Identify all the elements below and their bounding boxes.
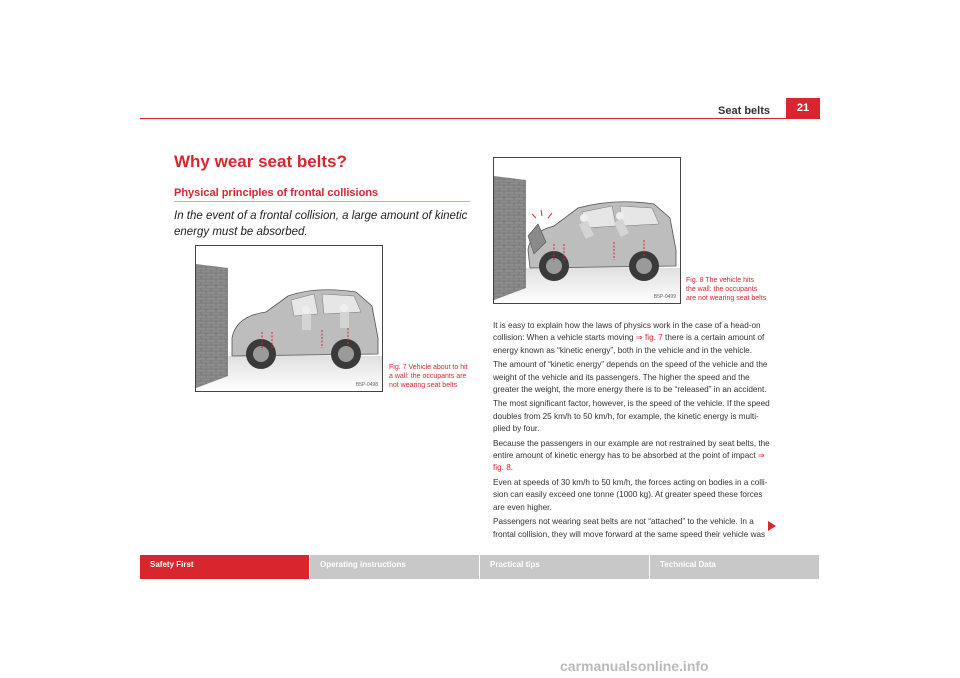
figure-8-caption xyxy=(686,276,776,303)
car-wall-illustration xyxy=(196,246,382,391)
tab-operating-instructions[interactable]: Operating instructions xyxy=(310,555,480,579)
figure-8 xyxy=(493,157,681,304)
caption-line: Fig. 7 Vehicle about to hit xyxy=(389,364,468,371)
body-text xyxy=(493,320,773,543)
figure-reference-link[interactable]: ⇒ fig. 7 xyxy=(635,333,663,343)
figure-7-caption xyxy=(389,363,474,390)
caption-line: Fig. 8 The vehicle hits xyxy=(686,277,754,284)
continue-arrow-icon xyxy=(768,521,776,531)
tab-technical-data[interactable]: Technical Data xyxy=(650,555,820,579)
caption-line: are not wearing seat belts xyxy=(686,295,767,302)
text-run: It is easy to explain how the laws of physics work in the case of a head-on collision: When a vehicle starts moving xyxy=(493,321,761,343)
paragraph: Even at speeds of 30 km/h to 50 km/h, the forces acting on bodies in a colli-sion can easily exceed one tonne (1000 kg). At greater speed these forces are even higher. xyxy=(493,477,768,512)
text-run: Because the passengers in our example are not restrained by seat belts, the entire amount of kinetic energy has to be absorbed at the point of impact xyxy=(493,438,770,461)
figure-reference-link[interactable]: ⇒ fig. 8 xyxy=(493,451,765,473)
watermark: carmanualsonline.info xyxy=(560,658,709,674)
intro-text: In the event of a frontal collision, a large amount of kinetic energy must be absorbed. xyxy=(174,210,468,238)
figure-code: B5P-0498 xyxy=(355,382,378,388)
figure-7 xyxy=(195,245,383,392)
subheading: Physical principles of frontal collisions xyxy=(174,187,470,202)
header-rule xyxy=(140,118,820,119)
tab-safety-first[interactable]: Safety First xyxy=(140,555,310,579)
paragraph xyxy=(493,438,773,475)
caption-line: not wearing seat belts xyxy=(389,382,458,389)
crash-illustration xyxy=(494,158,680,303)
caption-line: a wall: the occupants are xyxy=(389,373,467,380)
footer-nav xyxy=(140,555,820,579)
paragraph: Passengers not wearing seat belts are not “attached” to the vehicle. In a frontal collision, they will move forward at the same speed their vehicle was xyxy=(493,517,766,539)
caption-line: the wall: the occupants xyxy=(686,286,758,293)
paragraph: The most significant factor, however, is the speed of the vehicle. If the speed doubles from 25 km/h to 50 km/h, for example, the kinetic energy is multi-plied by four. xyxy=(493,399,770,434)
tab-practical-tips[interactable]: Practical tips xyxy=(480,555,650,579)
paragraph xyxy=(493,320,773,357)
figure-code: B5P-0499 xyxy=(653,294,676,300)
text-run: . xyxy=(510,463,514,473)
running-header-title: Seat belts xyxy=(718,105,770,117)
text-run: there is a certain amount of energy known as “kinetic energy”, both in the vehicle and in the vehicle. xyxy=(493,333,765,355)
page-heading: Why wear seat belts? xyxy=(174,152,347,171)
page-number: 21 xyxy=(786,98,820,118)
paragraph: The amount of “kinetic energy” depends on the speed of the vehicle and the weight of the vehicle and its passengers. The higher the speed and the greater the weight, the more energy there is to be “released” in an accident. xyxy=(493,360,768,395)
